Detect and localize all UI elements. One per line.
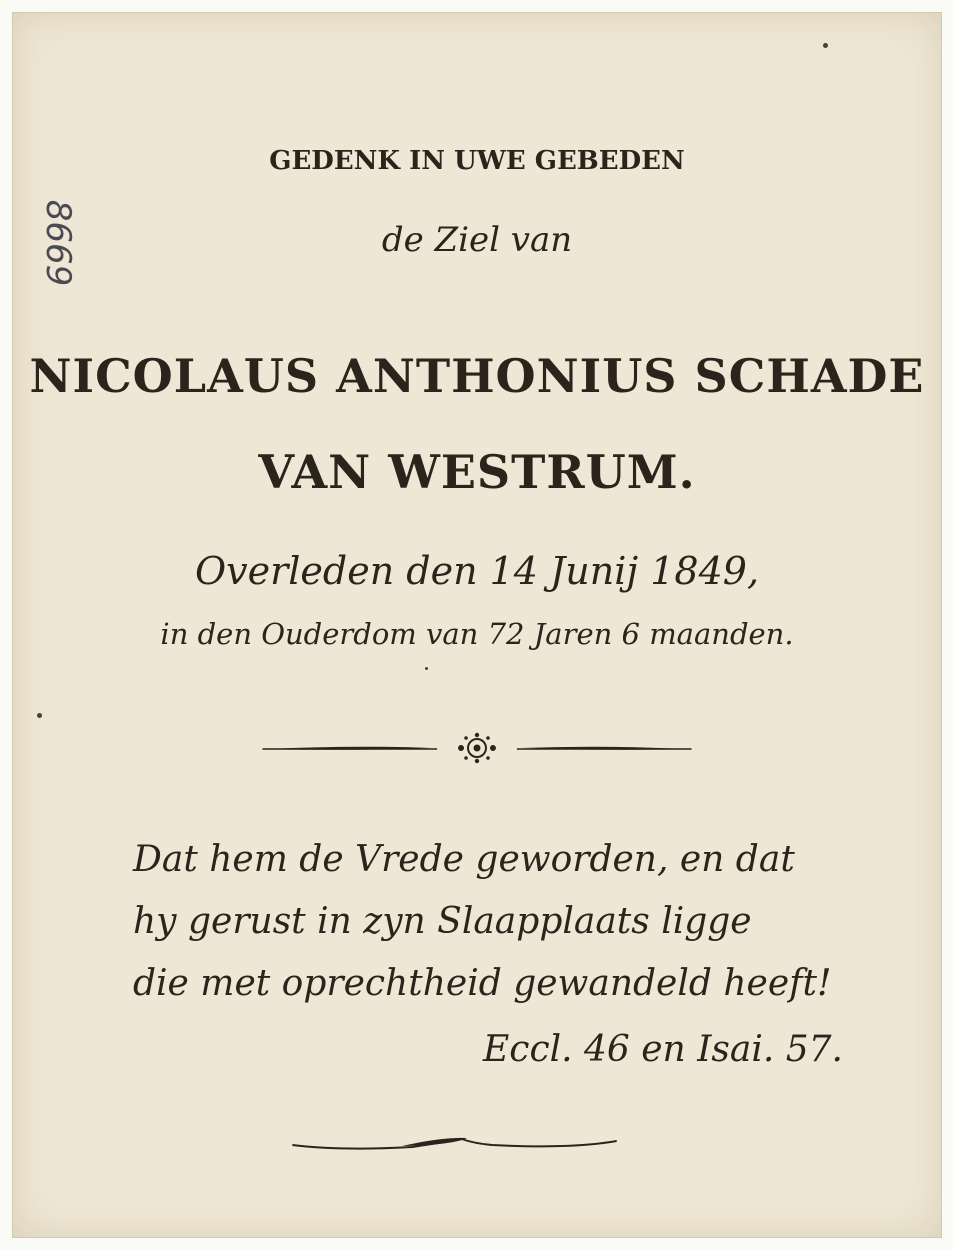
card-heading: GEDENK IN UWE GEBEDEN bbox=[269, 146, 685, 176]
paper-speck bbox=[425, 667, 428, 670]
paper-speck bbox=[823, 43, 828, 48]
scripture-reference: Eccl. 46 en Isai. 57. bbox=[483, 1029, 843, 1070]
verse-line1: Dat hem de Vrede geworden, en dat bbox=[133, 839, 795, 880]
deceased-name-line2: VAN WESTRUM. bbox=[258, 445, 696, 499]
margin-inventory-number: 8669 bbox=[38, 199, 78, 287]
death-date-line: Overleden den 14 Junij 1849, bbox=[194, 549, 760, 593]
flourish-divider-icon bbox=[13, 727, 941, 767]
verse-line3: die met oprechtheid gewandeld heeft! bbox=[133, 963, 832, 1004]
soul-of-line: de Ziel van bbox=[381, 220, 573, 260]
paper-speck bbox=[37, 713, 42, 718]
verse-line2: hy gerust in zyn Slaapplaats ligge bbox=[133, 901, 752, 942]
memorial-card bbox=[12, 12, 942, 1238]
flourish-tail-icon bbox=[13, 1131, 941, 1155]
age-line: in den Ouderdom van 72 Jaren 6 maanden. bbox=[160, 617, 794, 651]
deceased-name-line1: NICOLAUS ANTHONIUS SCHADE bbox=[29, 349, 925, 403]
